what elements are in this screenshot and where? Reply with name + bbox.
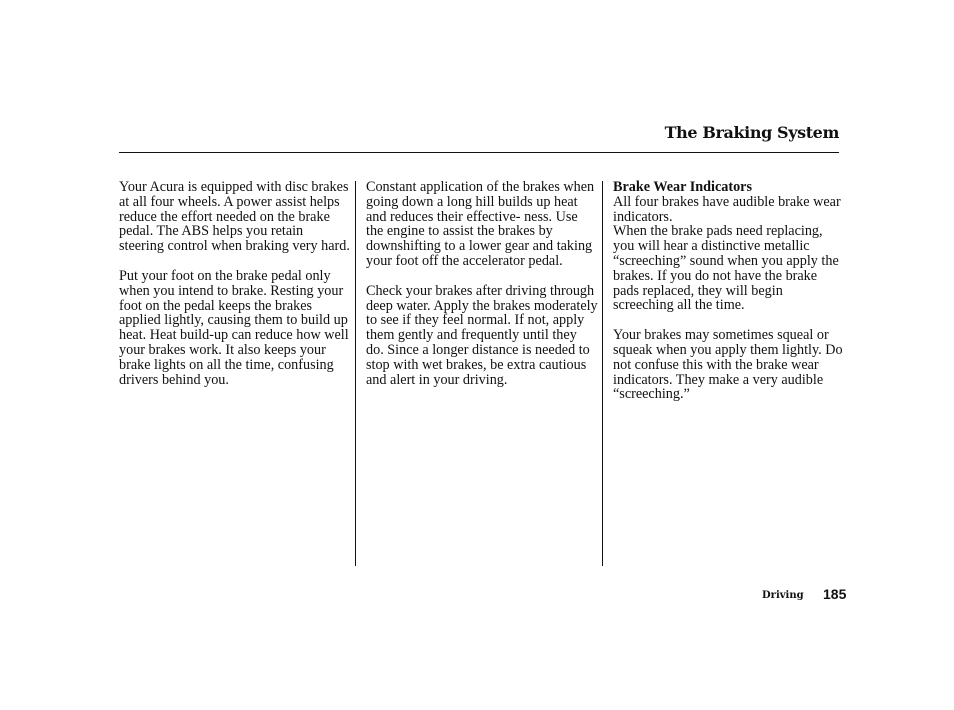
paragraph-squeal-squeak: Your brakes may sometimes squeal or squeak when you apply them lightly. Do not confuse this with the brake wear indicators. They make a very audible “screeching.” xyxy=(613,327,843,403)
text-column-2 xyxy=(366,180,598,402)
page-number: 185 xyxy=(823,586,847,602)
column-divider xyxy=(602,181,603,566)
paragraph-screeching-sound: When the brake pads need replacing, you will hear a distinctive metallic “screeching” sound when you apply the brakes. If you do not have the brake pads replaced, they will begin screeching all the time. xyxy=(613,223,839,314)
paragraph-downhill-braking: Constant application of the brakes when going down a long hill builds up heat and reduces their effective- ness. Use the engine to assist the brakes by downshifting to a lower gear and taking your foot off the accelerator pedal. xyxy=(366,179,595,269)
title-divider xyxy=(119,152,839,153)
paragraph-wet-brakes: Check your brakes after driving through deep water. Apply the brakes moderately to see if they feel normal. If not, apply them gently and frequently until they do. Since a longer distance is needed to stop with wet brakes, be extra cautious and alert in your driving. xyxy=(366,282,598,388)
section-heading: Brake Wear Indicators xyxy=(613,179,752,195)
footer-section-label: Driving xyxy=(762,590,804,601)
text-column-3 xyxy=(613,180,845,417)
text-column-1 xyxy=(119,180,351,402)
paragraph-disc-brakes: Your Acura is equipped with disc brakes at all four wheels. A power assist helps reduce the effort needed on the brake pedal. The ABS helps you retain steering control when braking very hard. xyxy=(119,179,350,255)
page-title: The Braking System xyxy=(664,123,839,142)
paragraph-audible-indicators: All four brakes have audible brake wear indicators. xyxy=(613,193,841,225)
paragraph-brake-pedal: Put your foot on the brake pedal only when you intend to brake. Resting your foot on the pedal keeps the brakes applied lightly, causing them to build up heat. Heat build-up can reduce how well your brakes work. It also keeps your brake lights on all the time, confusing drivers behind you. xyxy=(119,267,349,388)
column-divider xyxy=(355,181,356,566)
